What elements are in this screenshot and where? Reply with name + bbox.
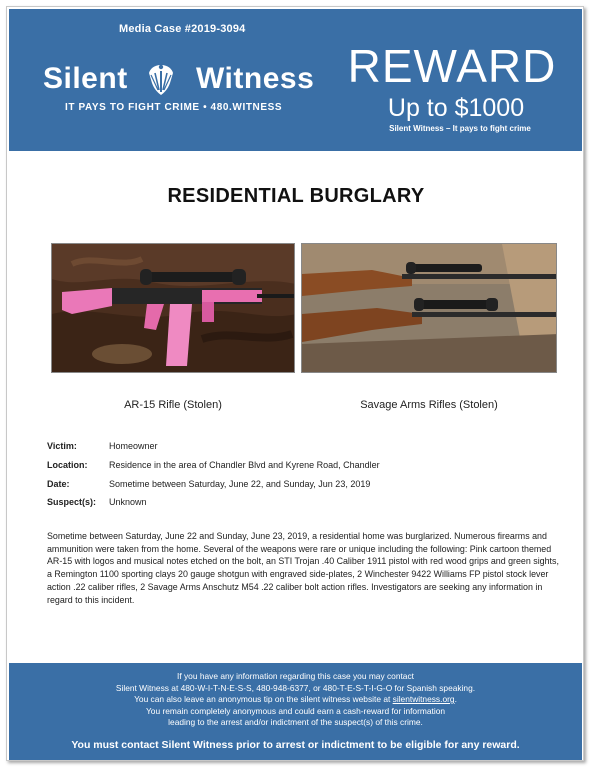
detail-label: Suspect(s): <box>47 497 97 507</box>
case-title: RESIDENTIAL BURGLARY <box>167 185 425 207</box>
detail-label: Location: <box>47 460 88 470</box>
logo-tagline: IT PAYS TO FIGHT CRIME • 480.WITNESS <box>65 102 283 113</box>
footer-website-line <box>9 694 582 706</box>
photo-caption: AR-15 Rifle (Stolen) <box>124 399 222 411</box>
detail-label: Date: <box>47 479 70 489</box>
footer-banner <box>9 663 582 760</box>
footer-line: You remain completely anonymous and could earn a cash-reward for information <box>145 705 446 716</box>
reward-heading: REWARD <box>347 40 557 92</box>
savage-arms-rifles-photo <box>301 243 557 373</box>
detail-value: Residence in the area of Chandler Blvd and Kyrene Road, Chandler <box>109 460 380 470</box>
media-case-number: Media Case #2019-3094 <box>119 23 246 35</box>
footer-line: . <box>454 694 457 704</box>
footer-line: You can also leave an anonymous tip on the silent witness website at <box>134 694 393 704</box>
logo-word-witness: Witness <box>196 62 315 95</box>
flyer-page <box>6 6 584 761</box>
silent-witness-logo <box>43 59 313 99</box>
header-banner <box>9 9 582 151</box>
footer-line: Silent Witness at 480-W-I-T-N-E-S-S, 480-948-6377, or 480-T-E-S-T-I-G-O for Spanish speaking. <box>115 682 476 693</box>
case-description: Sometime between Saturday, June 22 and Sunday, June 23, 2019, a residential home was burglarized. Numerous firearms and ammunition were taken from the home. Several of the weapons were rare or unique including the following: Pink cartoon themed AR-15 with logos and musical notes etched on the bolt, an STI Trojan .40 Caliber 1911 pistol with red wood grips and green sights, a Remington 1100 sporting clays 20 gauge shotgun with engraved side-plates, 2 Winchester 9422 Williams FP pistol stock lever action .22 caliber rifles, 2 Savage Arms Anschutz M54 .22 caliber bolt action rifles. Investigators are seeking any information in regard to this incident. <box>47 531 559 605</box>
footer-eligibility-notice: You must contact Silent Witness prior to arrest or indictment to be eligible for any reward. <box>71 739 520 751</box>
website-link[interactable]: silentwitness.org <box>392 694 455 704</box>
detail-value: Unknown <box>109 497 147 507</box>
reward-amount: Up to $1000 <box>387 94 525 122</box>
reward-tagline: Silent Witness – It pays to fight crime <box>389 124 531 133</box>
detail-label: Victim: <box>47 441 77 451</box>
logo-word-silent: Silent <box>43 62 128 95</box>
footer-contact-info <box>9 671 582 729</box>
shield-logo-icon <box>141 59 181 99</box>
footer-line: leading to the arrest and/or indictment of the suspect(s) of this crime. <box>168 717 423 727</box>
detail-value: Sometime between Saturday, June 22, and Sunday, Jun 23, 2019 <box>109 479 371 489</box>
footer-line: If you have any information regarding this case you may contact <box>177 671 414 681</box>
detail-value: Homeowner <box>109 441 158 451</box>
ar15-rifle-photo <box>51 243 295 373</box>
photo-caption: Savage Arms Rifles (Stolen) <box>360 399 498 411</box>
